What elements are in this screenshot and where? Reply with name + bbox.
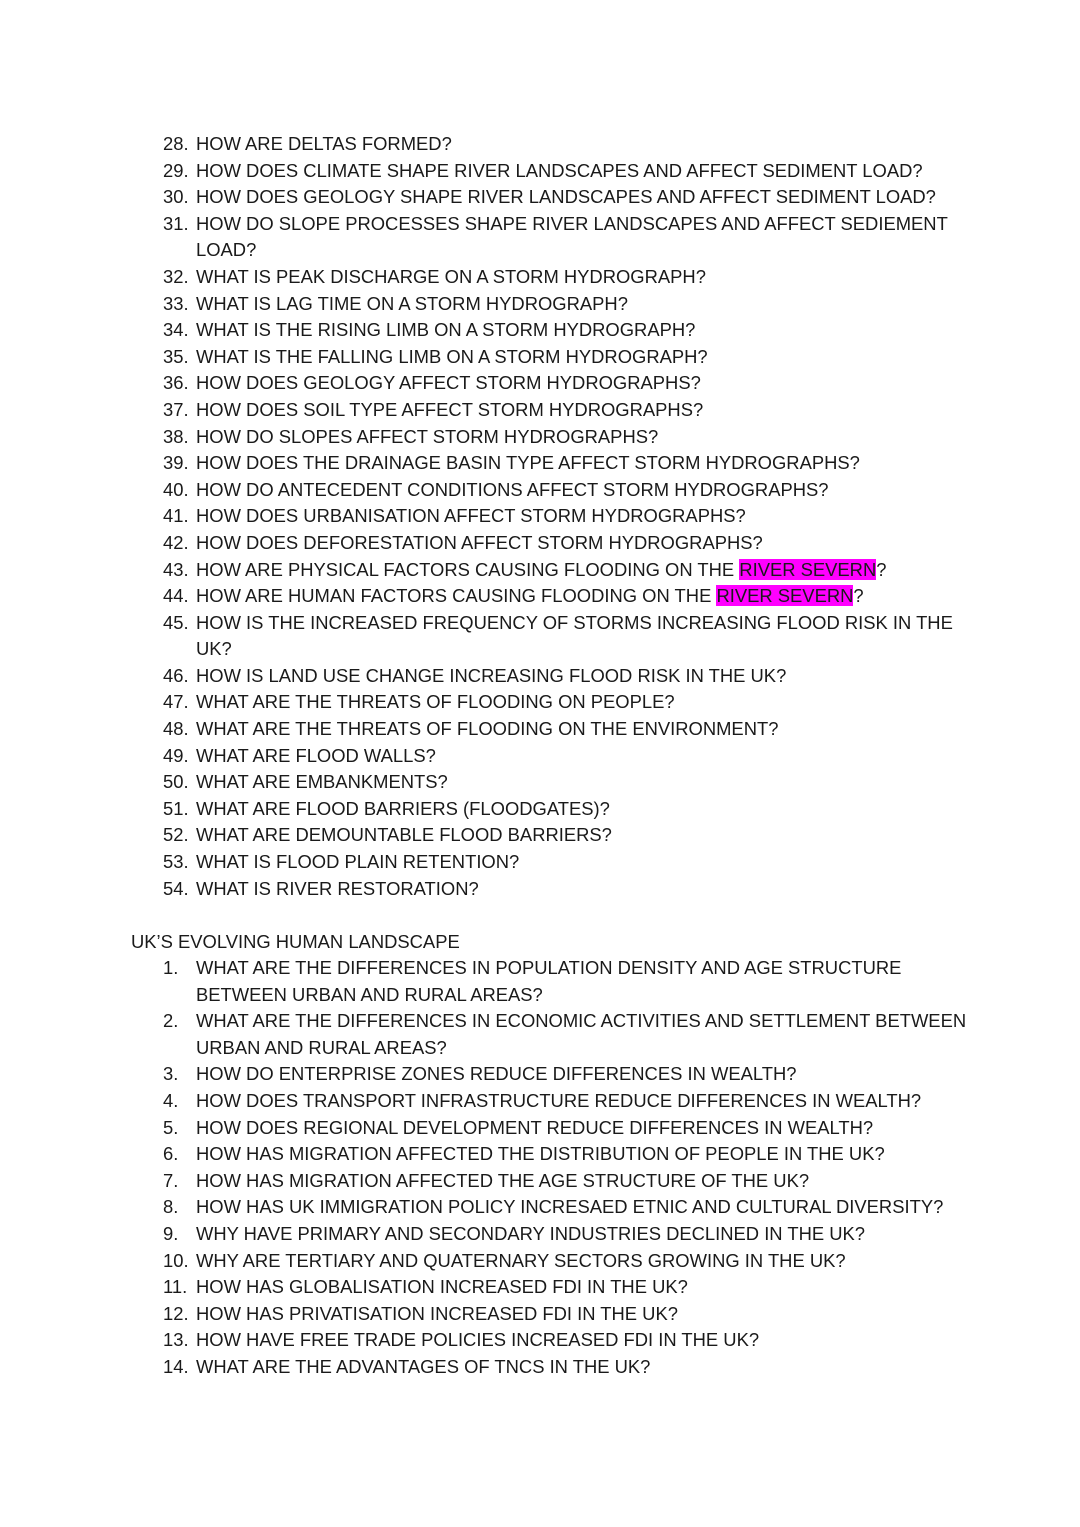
item-number: 52. bbox=[163, 824, 189, 846]
item-number: 1. bbox=[163, 957, 179, 978]
list-item bbox=[163, 317, 963, 344]
list-item bbox=[163, 769, 963, 796]
item-text: HOW ARE DELTAS FORMED? bbox=[196, 133, 452, 154]
item-text-continuation: URBAN AND RURAL AREAS? bbox=[196, 1036, 447, 1058]
list-item bbox=[163, 211, 963, 264]
item-text: HOW DO ANTECEDENT CONDITIONS AFFECT STORM HYDROGRAPHS? bbox=[196, 478, 829, 500]
item-number: 3. bbox=[163, 1063, 179, 1085]
list-item bbox=[163, 1248, 963, 1275]
item-text: HOW HAS UK IMMIGRATION POLICY INCRESAED ETNIC AND CULTURAL DIVERSITY? bbox=[196, 1196, 944, 1218]
rivers-question-list bbox=[163, 131, 963, 902]
list-item bbox=[163, 955, 963, 1008]
list-item bbox=[163, 610, 963, 663]
item-number: 46. bbox=[163, 664, 189, 686]
item-text: WHAT IS THE FALLING LIMB ON A STORM HYDROGRAPH? bbox=[196, 345, 708, 367]
item-number: 5. bbox=[163, 1116, 179, 1138]
item-number: 32. bbox=[163, 265, 189, 287]
list-item bbox=[163, 1008, 967, 1061]
list-item bbox=[163, 370, 963, 397]
list-item bbox=[163, 477, 963, 504]
list-item bbox=[163, 291, 963, 318]
item-text bbox=[196, 559, 886, 580]
item-number: 7. bbox=[163, 1169, 179, 1191]
item-number: 47. bbox=[163, 691, 189, 713]
list-item bbox=[163, 849, 963, 876]
item-number: 51. bbox=[163, 797, 189, 819]
item-number: 35. bbox=[163, 345, 189, 367]
item-text-before: HOW ARE PHYSICAL FACTORS CAUSING FLOODING ON THE bbox=[196, 558, 740, 580]
list-item bbox=[163, 264, 963, 291]
item-number: 10. bbox=[163, 1249, 189, 1271]
item-text: WHAT IS PEAK DISCHARGE ON A STORM HYDROGRAPH? bbox=[196, 265, 706, 287]
item-text: HOW DOES GEOLOGY SHAPE RIVER LANDSCAPES AND AFFECT SEDIMENT LOAD? bbox=[196, 186, 936, 208]
list-item bbox=[163, 876, 963, 903]
list-item bbox=[163, 131, 963, 158]
item-number: 43. bbox=[163, 558, 189, 580]
item-text: WHAT IS THE RISING LIMB ON A STORM HYDROGRAPH? bbox=[196, 319, 696, 341]
list-item bbox=[163, 530, 963, 557]
list-item bbox=[163, 583, 963, 610]
human-landscape-question-list bbox=[163, 955, 967, 1381]
item-text: WHAT ARE THE THREATS OF FLOODING ON THE ENVIRONMENT? bbox=[196, 718, 779, 740]
item-text-continuation: UK? bbox=[196, 638, 232, 660]
list-item bbox=[163, 796, 963, 823]
item-number: 2. bbox=[163, 1010, 179, 1032]
item-number: 9. bbox=[163, 1222, 179, 1244]
item-number: 49. bbox=[163, 744, 189, 766]
list-item bbox=[163, 184, 963, 211]
item-number: 30. bbox=[163, 186, 189, 208]
item-text: WHAT ARE THE DIFFERENCES IN POPULATION DENSITY AND AGE STRUCTURE bbox=[196, 957, 902, 978]
item-text: HOW HAVE FREE TRADE POLICIES INCREASED FDI IN THE UK? bbox=[196, 1329, 760, 1351]
item-number: 34. bbox=[163, 319, 189, 341]
item-text-before: HOW ARE HUMAN FACTORS CAUSING FLOODING ON THE bbox=[196, 585, 717, 607]
item-text-continuation: LOAD? bbox=[196, 239, 257, 261]
item-text: WHAT IS LAG TIME ON A STORM HYDROGRAPH? bbox=[196, 292, 628, 314]
item-text: HOW DO SLOPE PROCESSES SHAPE RIVER LANDSCAPES AND AFFECT SEDIEMENT bbox=[196, 212, 948, 234]
item-number: 50. bbox=[163, 771, 189, 793]
list-item bbox=[163, 503, 963, 530]
item-number: 4. bbox=[163, 1089, 179, 1111]
list-item bbox=[163, 716, 963, 743]
item-number: 37. bbox=[163, 398, 189, 420]
highlighted-text: RIVER SEVERN bbox=[716, 585, 854, 607]
item-text: HOW DOES DEFORESTATION AFFECT STORM HYDROGRAPHS? bbox=[196, 531, 763, 553]
item-text: HOW HAS PRIVATISATION INCREASED FDI IN THE UK? bbox=[196, 1302, 678, 1324]
item-number: 29. bbox=[163, 159, 189, 181]
item-number: 8. bbox=[163, 1196, 179, 1218]
list-item bbox=[163, 1221, 963, 1248]
item-text: HOW IS LAND USE CHANGE INCREASING FLOOD RISK IN THE UK? bbox=[196, 664, 787, 686]
item-text: WHAT ARE DEMOUNTABLE FLOOD BARRIERS? bbox=[196, 824, 612, 846]
item-number: 31. bbox=[163, 212, 189, 234]
list-item bbox=[163, 450, 963, 477]
list-item bbox=[163, 1061, 963, 1088]
item-text: WHAT ARE THE THREATS OF FLOODING ON PEOPLE? bbox=[196, 691, 675, 713]
item-text: WHAT IS FLOOD PLAIN RETENTION? bbox=[196, 851, 520, 873]
item-number: 53. bbox=[163, 851, 189, 873]
list-item bbox=[163, 689, 963, 716]
item-number: 28. bbox=[163, 133, 189, 154]
list-item bbox=[163, 1141, 963, 1168]
item-number: 14. bbox=[163, 1355, 189, 1377]
item-text-after: ? bbox=[853, 585, 864, 607]
item-text: HOW DO ENTERPRISE ZONES REDUCE DIFFERENCES IN WEALTH? bbox=[196, 1063, 797, 1085]
item-number: 13. bbox=[163, 1329, 189, 1351]
list-item bbox=[163, 1115, 963, 1142]
item-text-continuation: BETWEEN URBAN AND RURAL AREAS? bbox=[196, 983, 543, 1005]
item-text: HOW DOES TRANSPORT INFRASTRUCTURE REDUCE DIFFERENCES IN WEALTH? bbox=[196, 1089, 922, 1111]
item-text: HOW DOES THE DRAINAGE BASIN TYPE AFFECT STORM HYDROGRAPHS? bbox=[196, 452, 860, 474]
item-number: 41. bbox=[163, 505, 189, 527]
item-text: HOW DOES SOIL TYPE AFFECT STORM HYDROGRAPHS? bbox=[196, 398, 704, 420]
item-number: 33. bbox=[163, 292, 189, 314]
item-number: 39. bbox=[163, 452, 189, 474]
list-item bbox=[163, 1088, 963, 1115]
item-text: WHAT ARE THE DIFFERENCES IN ECONOMIC ACTIVITIES AND SETTLEMENT BETWEEN bbox=[196, 1010, 967, 1032]
item-number: 38. bbox=[163, 425, 189, 447]
item-number: 48. bbox=[163, 718, 189, 740]
item-text: HOW HAS GLOBALISATION INCREASED FDI IN THE UK? bbox=[196, 1276, 688, 1298]
item-number: 12. bbox=[163, 1302, 189, 1324]
item-number: 40. bbox=[163, 478, 189, 500]
list-item bbox=[163, 1194, 963, 1221]
section-heading: UK’S EVOLVING HUMAN LANDSCAPE bbox=[131, 931, 460, 952]
list-item bbox=[163, 1168, 963, 1195]
item-text: WHAT ARE EMBANKMENTS? bbox=[196, 771, 448, 793]
list-item bbox=[163, 557, 963, 584]
list-item bbox=[163, 1327, 963, 1354]
list-item bbox=[163, 1274, 963, 1301]
list-item bbox=[163, 743, 963, 770]
highlighted-text: RIVER SEVERN bbox=[739, 558, 877, 580]
item-number: 6. bbox=[163, 1143, 179, 1165]
item-text-after: ? bbox=[876, 558, 887, 580]
item-text: HOW DOES REGIONAL DEVELOPMENT REDUCE DIFFERENCES IN WEALTH? bbox=[196, 1116, 874, 1138]
list-item bbox=[163, 397, 963, 424]
item-text bbox=[196, 585, 864, 606]
item-number: 42. bbox=[163, 531, 189, 553]
item-text: HOW IS THE INCREASED FREQUENCY OF STORMS INCREASING FLOOD RISK IN THE bbox=[196, 611, 953, 633]
item-text: HOW DOES GEOLOGY AFFECT STORM HYDROGRAPHS? bbox=[196, 372, 701, 394]
item-number: 54. bbox=[163, 877, 189, 899]
item-text: HOW DO SLOPES AFFECT STORM HYDROGRAPHS? bbox=[196, 425, 659, 447]
list-item bbox=[163, 1301, 963, 1328]
item-number: 36. bbox=[163, 372, 189, 394]
list-item bbox=[163, 663, 963, 690]
item-text: HOW HAS MIGRATION AFFECTED THE AGE STRUCTURE OF THE UK? bbox=[196, 1169, 810, 1191]
list-item bbox=[163, 1354, 963, 1381]
list-item bbox=[163, 424, 963, 451]
item-text: WHY ARE TERTIARY AND QUATERNARY SECTORS GROWING IN THE UK? bbox=[196, 1249, 846, 1271]
item-number: 45. bbox=[163, 611, 189, 633]
item-number: 44. bbox=[163, 585, 189, 607]
item-text: HOW HAS MIGRATION AFFECTED THE DISTRIBUTION OF PEOPLE IN THE UK? bbox=[196, 1143, 885, 1165]
item-text: WHAT ARE FLOOD WALLS? bbox=[196, 744, 436, 766]
list-item bbox=[163, 158, 963, 185]
item-text: WHAT ARE FLOOD BARRIERS (FLOODGATES)? bbox=[196, 797, 610, 819]
item-text: HOW DOES URBANISATION AFFECT STORM HYDROGRAPHS? bbox=[196, 505, 746, 527]
list-item bbox=[163, 822, 963, 849]
list-item bbox=[163, 344, 963, 371]
item-text: HOW DOES CLIMATE SHAPE RIVER LANDSCAPES AND AFFECT SEDIMENT LOAD? bbox=[196, 159, 923, 181]
item-text: WHY HAVE PRIMARY AND SECONDARY INDUSTRIES DECLINED IN THE UK? bbox=[196, 1222, 866, 1244]
item-text: WHAT IS RIVER RESTORATION? bbox=[196, 877, 479, 899]
item-text: WHAT ARE THE ADVANTAGES OF TNCS IN THE UK? bbox=[196, 1355, 651, 1377]
item-number: 11. bbox=[163, 1276, 188, 1298]
